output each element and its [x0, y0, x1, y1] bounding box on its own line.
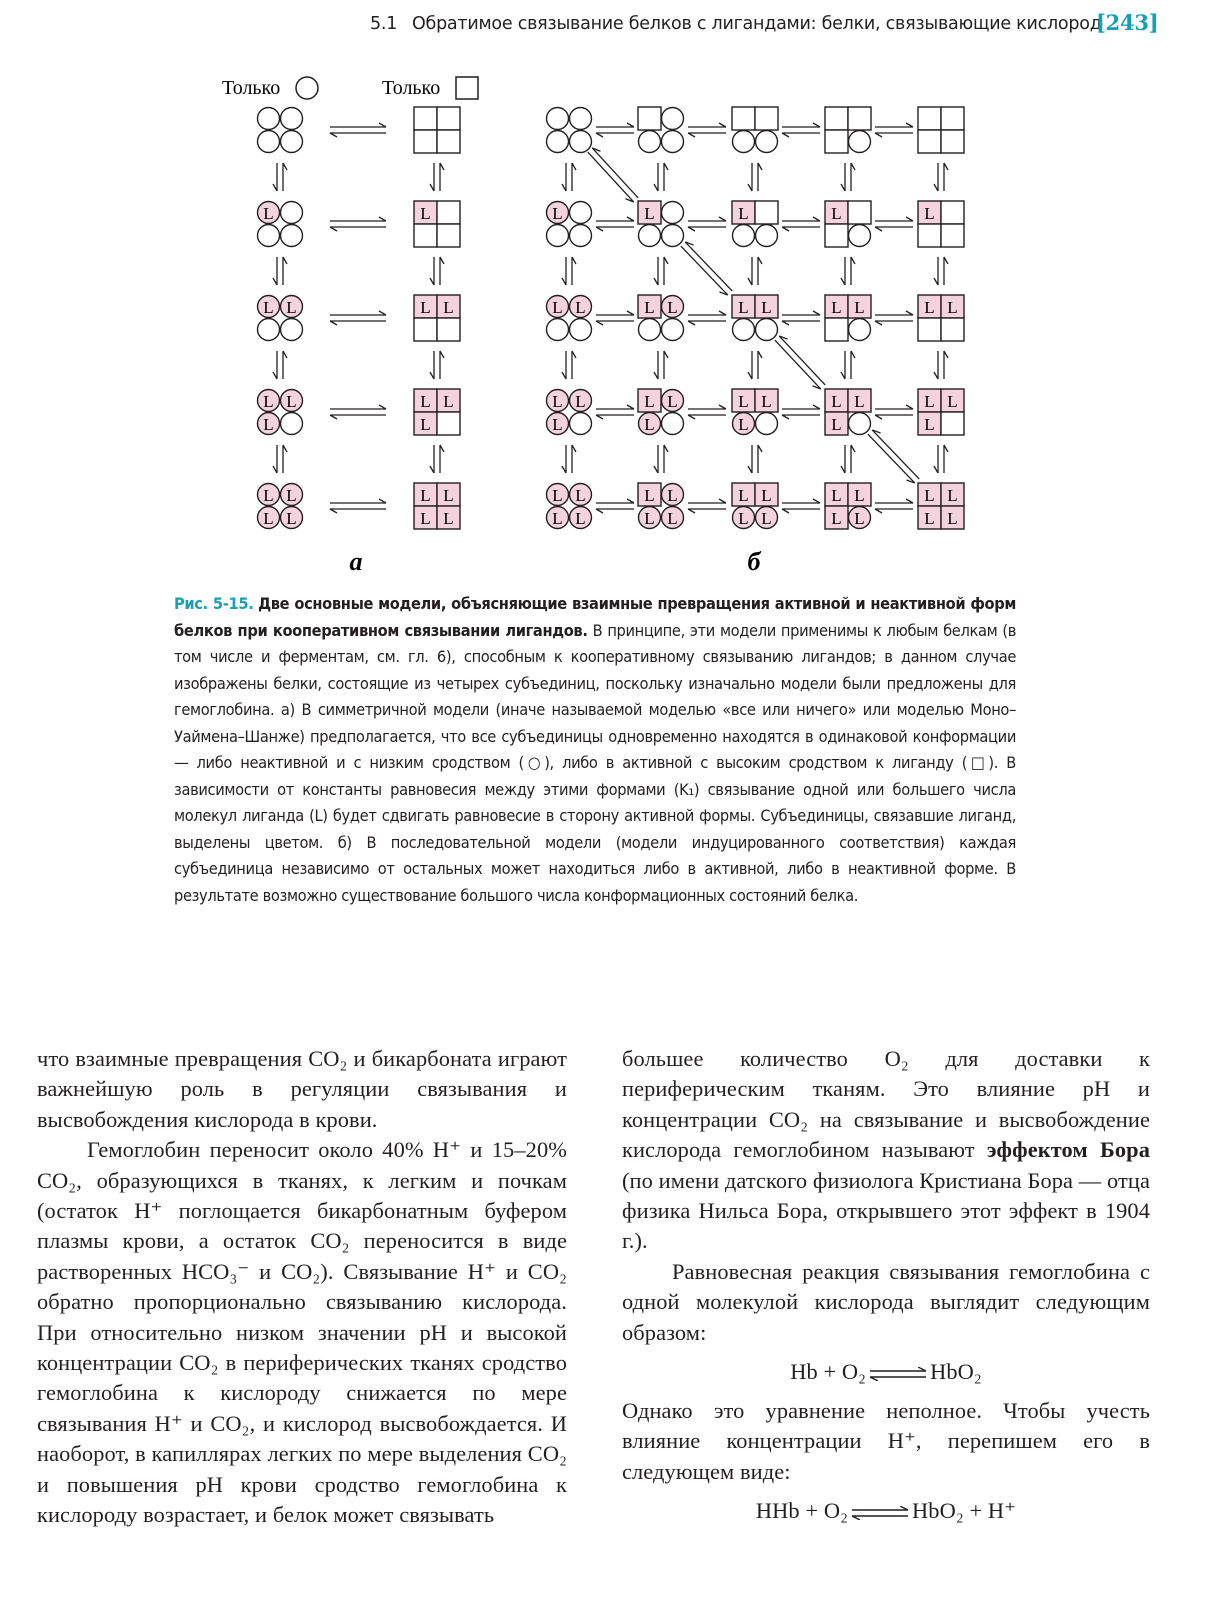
subunit-circle — [281, 225, 303, 247]
ligand-label: L — [667, 298, 678, 317]
equilibrium-arrow-icon — [330, 499, 386, 513]
protein-tetramer — [918, 389, 964, 435]
protein-tetramer — [258, 296, 303, 341]
protein-tetramer — [638, 389, 684, 435]
equilibrium-arrow-icon — [868, 430, 919, 483]
ligand-label: L — [552, 298, 563, 317]
subunit-square — [414, 107, 437, 130]
protein-tetramer — [918, 483, 964, 529]
subunit-square — [825, 107, 848, 130]
protein-tetramer — [732, 295, 778, 341]
subunit-circle — [258, 225, 280, 247]
protein-tetramer — [414, 295, 460, 341]
figure-5-15 — [0, 0, 1213, 580]
ligand-label: L — [924, 486, 935, 505]
ligand-label: L — [575, 509, 586, 528]
subunit-square — [941, 224, 964, 247]
subunit-circle — [662, 319, 684, 341]
ligand-label: L — [575, 298, 586, 317]
protein-tetramer — [258, 108, 303, 153]
equilibrium-arrow-icon — [330, 405, 386, 419]
ligand-label: L — [286, 298, 297, 317]
subunit-circle — [570, 413, 592, 435]
only-circle-label: Только — [222, 77, 281, 99]
equilibrium-arrow-icon — [782, 123, 820, 137]
paragraph: Однако это уравнение неполное. Чтобы учесть влияние концентрации H⁺, перепишем его в следующем виде: — [622, 1398, 1150, 1484]
panel-b-label: б — [747, 547, 761, 576]
subunit-circle — [281, 413, 303, 435]
caption-label: Рис. 5-15. — [174, 594, 254, 613]
ligand-label: L — [575, 486, 586, 505]
equilibrium-arrow-icon — [330, 123, 386, 137]
equilibrium-arrow-icon — [868, 1367, 928, 1381]
ligand-label: L — [854, 486, 865, 505]
equilibrium-arrow-icon — [330, 311, 386, 325]
equilibrium-arrow-icon — [588, 148, 638, 202]
subunit-square — [918, 224, 941, 247]
protein-tetramer — [414, 107, 460, 153]
equilibrium-arrow-icon — [596, 123, 634, 137]
equilibrium-arrow-icon — [273, 351, 287, 379]
section-title: Обратимое связывание белков с лигандами: белки, связывающие кислород — [412, 14, 1102, 34]
equilibrium-arrow-icon — [330, 217, 386, 231]
protein-tetramer — [825, 389, 871, 435]
equilibrium-arrow-icon — [562, 163, 576, 191]
subunit-circle — [570, 108, 592, 130]
ligand-label: L — [644, 298, 655, 317]
ligand-label: L — [738, 415, 749, 434]
ligand-label: L — [286, 486, 297, 505]
equilibrium-arrow-icon — [688, 123, 726, 137]
ligand-label: L — [443, 392, 454, 411]
subunit-circle — [547, 319, 569, 341]
equilibrium-arrow-icon — [841, 163, 855, 191]
equilibrium-arrow-icon — [748, 163, 762, 191]
equilibrium-arrow-icon — [782, 499, 820, 513]
ligand-label: L — [854, 392, 865, 411]
ligand-label: L — [854, 509, 865, 528]
protein-tetramer — [638, 295, 684, 341]
protein-tetramer — [547, 390, 592, 435]
equilibrium-arrow-icon — [934, 257, 948, 285]
equilibrium-arrow-icon — [841, 445, 855, 473]
subunit-circle — [570, 131, 592, 153]
protein-tetramer — [918, 107, 964, 153]
subunit-circle — [281, 319, 303, 341]
subunit-circle — [547, 225, 569, 247]
only-circle-icon — [296, 77, 318, 99]
subunit-square — [825, 318, 848, 341]
equilibrium-arrow-icon — [273, 445, 287, 473]
ligand-label: L — [738, 509, 749, 528]
equilibrium-arrow-icon — [688, 311, 726, 325]
ligand-label: L — [420, 509, 431, 528]
ligand-label: L — [761, 392, 772, 411]
equilibrium-arrow-icon — [934, 351, 948, 379]
subunit-circle — [258, 319, 280, 341]
equilibrium-arrow-icon — [430, 445, 444, 473]
subunit-square — [437, 224, 460, 247]
subunit-square — [848, 107, 871, 130]
ligand-label: L — [924, 509, 935, 528]
protein-tetramer — [547, 202, 592, 247]
protein-tetramer — [732, 107, 778, 153]
subunit-square — [941, 318, 964, 341]
ligand-label: L — [443, 486, 454, 505]
equilibrium-arrow-icon — [748, 445, 762, 473]
ligand-label: L — [575, 392, 586, 411]
equilibrium-arrow-icon — [562, 445, 576, 473]
ligand-label: L — [644, 392, 655, 411]
ligand-label: L — [947, 509, 958, 528]
ligand-label: L — [420, 298, 431, 317]
equilibrium-arrow-icon — [875, 311, 913, 325]
equation-hb-o2: Hb + O₂ HbO₂ — [790, 1359, 982, 1385]
ligand-label: L — [263, 415, 274, 434]
subunit-circle — [662, 413, 684, 435]
protein-tetramer — [638, 107, 684, 153]
body-column-left — [37, 1044, 567, 1531]
ligand-label: L — [667, 392, 678, 411]
subunit-circle — [756, 319, 778, 341]
equilibrium-arrow-icon — [748, 257, 762, 285]
subunit-circle — [849, 225, 871, 247]
equilibrium-arrow-icon — [688, 405, 726, 419]
subunit-circle — [570, 202, 592, 224]
subunit-square — [732, 107, 755, 130]
ligand-label: L — [924, 415, 935, 434]
ligand-label: L — [831, 415, 842, 434]
protein-tetramer — [918, 201, 964, 247]
subunit-circle — [570, 319, 592, 341]
ligand-label: L — [924, 298, 935, 317]
equilibrium-arrow-icon — [562, 351, 576, 379]
ligand-label: L — [552, 486, 563, 505]
ligand-label: L — [738, 204, 749, 223]
ligand-label: L — [667, 486, 678, 505]
ligand-label: L — [263, 204, 274, 223]
ligand-label: L — [831, 486, 842, 505]
panel-a-diagram — [258, 107, 461, 529]
subunit-circle — [662, 225, 684, 247]
equilibrium-arrow-icon — [934, 445, 948, 473]
subunit-square — [825, 130, 848, 153]
subunit-circle — [733, 131, 755, 153]
subunit-circle — [258, 108, 280, 130]
protein-tetramer — [638, 483, 684, 529]
bohr-effect-term: эффектом Бора — [986, 1137, 1151, 1163]
subunit-circle — [756, 131, 778, 153]
equilibrium-arrow-icon — [875, 123, 913, 137]
subunit-circle — [639, 319, 661, 341]
ligand-label: L — [552, 204, 563, 223]
ligand-label: L — [420, 415, 431, 434]
subunit-circle — [547, 131, 569, 153]
equilibrium-arrow-icon — [875, 499, 913, 513]
ligand-label: L — [286, 509, 297, 528]
subunit-circle — [547, 108, 569, 130]
equilibrium-arrow-icon — [596, 311, 634, 325]
ligand-label: L — [924, 392, 935, 411]
protein-tetramer — [258, 202, 303, 247]
subunit-square — [918, 107, 941, 130]
subunit-circle — [281, 108, 303, 130]
paragraph: большее количество O₂ для доставки к периферическим тканям. Это влияние pH и концентрации CO₂ на связывание и высвобождение кислорода гемоглобином называют эффектом Бора (по имени датского физиолога Кристиана Бора — отца физика Нильса Бора, открывшего этот эффект в 1904 г.). — [622, 1046, 1151, 1254]
subunit-square — [941, 130, 964, 153]
ligand-label: L — [420, 486, 431, 505]
ligand-label: L — [831, 509, 842, 528]
subunit-circle — [733, 225, 755, 247]
caption-text: В принципе, эти модели применимы к любым белкам (в том числе и ферментам, см. гл. 6), способным к кооперативному связыванию лигандов; в данном случае изображены белки, состоящие из четырех субъединиц, поскольку изначально модели были предложены для гемоглобина. а) В симметричной модели (иначе называемой моделью «все или ничего» или моделью Моно–Уаймена–Шанже) предполагается, что все субъединицы одновременно находятся в одинаковой конформации — либо неактивной и с низким сродством (○), либо в активной с высоким сродством к лиганду (□). В зависимости от константы равновесия между этими формами (K₁) связывание одной или большего числа молекул лиганда (L) будет сдвигать равновесие в сторону активной формы. Субъединицы, связавшие лиганд, выделены цветом. б) В последовательной модели (модели индуцированного соответствия) каждая субъединица независимо от остальных может находиться либо в активной, либо в неактивной форме. В результате возможно существование большого числа конформационных состояний белка. — [174, 620, 1016, 905]
ligand-label: L — [947, 392, 958, 411]
ligand-label: L — [420, 392, 431, 411]
ligand-label: L — [644, 415, 655, 434]
ligand-label: L — [947, 486, 958, 505]
subunit-square — [414, 318, 437, 341]
subunit-circle — [281, 131, 303, 153]
ligand-label: L — [644, 486, 655, 505]
paragraph: Гемоглобин переносит около 40% H⁺ и 15–20% CO₂, образующихся в тканях, к легким и почкам (остаток H⁺ поглощается бикарбонатным буфером плазмы крови, а остаток CO₂ переносится в виде растворенных HCO₃⁻ и CO₂). Связывание H⁺ и CO₂ обратно пропорционально связыванию кислорода. При относительно низком значении pH и высокой концентрации CO₂ в периферических тканях сродство гемоглобина к кислороду снижается по мере связывания H⁺ и CO₂, и кислород высвобождается. И наоборот, в капиллярах легких по мере выделения CO₂ и повышения pH крови сродство гемоглобина к кислороду возрастает, и белок может связывать — [37, 1137, 567, 1528]
panel-b-diagram — [547, 107, 965, 529]
protein-tetramer — [732, 201, 778, 247]
subunit-circle — [662, 202, 684, 224]
ligand-label: L — [831, 204, 842, 223]
equilibrium-arrow-icon — [596, 405, 634, 419]
equation-hhb-o2: HHb + O₂ HbO₂ + H⁺ — [755, 1498, 1017, 1524]
protein-tetramer — [732, 389, 778, 435]
subunit-square — [941, 107, 964, 130]
protein-tetramer — [547, 296, 592, 341]
ligand-label: L — [667, 509, 678, 528]
subunit-square — [638, 107, 661, 130]
equilibrium-arrow-icon — [562, 257, 576, 285]
ligand-label: L — [552, 392, 563, 411]
equilibrium-arrow-icon — [273, 257, 287, 285]
protein-tetramer — [414, 201, 460, 247]
equilibrium-arrow-icon — [688, 499, 726, 513]
equilibrium-arrow-icon — [782, 405, 820, 419]
protein-tetramer — [825, 201, 871, 247]
equilibrium-arrow-icon — [654, 257, 668, 285]
subunit-circle — [639, 131, 661, 153]
subunit-circle — [849, 131, 871, 153]
equilibrium-arrow-icon — [748, 351, 762, 379]
subunit-square — [941, 201, 964, 224]
equilibrium-arrow-icon — [654, 163, 668, 191]
subunit-circle — [570, 225, 592, 247]
subunit-circle — [756, 225, 778, 247]
subunit-circle — [281, 202, 303, 224]
ligand-label: L — [761, 509, 772, 528]
equilibrium-arrow-icon — [430, 351, 444, 379]
ligand-label: L — [947, 298, 958, 317]
body-column-right — [622, 1044, 1150, 1535]
ligand-label: L — [924, 204, 935, 223]
equilibrium-arrow-icon — [875, 405, 913, 419]
subunit-square — [437, 412, 460, 435]
subunit-circle — [639, 225, 661, 247]
ligand-label: L — [443, 509, 454, 528]
subunit-square — [755, 107, 778, 130]
equilibrium-arrow-icon — [934, 163, 948, 191]
subunit-square — [437, 201, 460, 224]
subunit-square — [437, 318, 460, 341]
protein-tetramer — [414, 483, 460, 529]
subunit-square — [918, 318, 941, 341]
ligand-label: L — [761, 298, 772, 317]
equilibrium-arrow-icon — [596, 499, 634, 513]
panel-a-label: а — [349, 547, 363, 576]
page-number: [243] — [1096, 10, 1159, 35]
equilibrium-arrow-icon — [841, 351, 855, 379]
subunit-circle — [258, 131, 280, 153]
paragraph: Равновесная реакция связывания гемоглобина с одной молекулой кислорода выглядит следующим образом: — [622, 1258, 1150, 1345]
subunit-circle — [756, 413, 778, 435]
paragraph: что взаимные превращения CO₂ и бикарбоната играют важнейшую роль в регуляции связывания и высвобождения кислорода в крови. — [37, 1046, 567, 1132]
protein-tetramer — [258, 390, 303, 435]
protein-tetramer — [547, 108, 592, 153]
subunit-square — [918, 130, 941, 153]
ligand-label: L — [420, 204, 431, 223]
protein-tetramer — [732, 483, 778, 529]
equilibrium-arrow-icon — [430, 163, 444, 191]
equilibrium-arrow-icon — [775, 336, 825, 389]
ligand-label: L — [263, 298, 274, 317]
ligand-label: L — [263, 509, 274, 528]
protein-tetramer — [918, 295, 964, 341]
subunit-square — [437, 107, 460, 130]
ligand-label: L — [443, 298, 454, 317]
equilibrium-arrow-icon — [596, 217, 634, 231]
ligand-label: L — [263, 486, 274, 505]
subunit-circle — [662, 131, 684, 153]
equilibrium-arrow-icon — [654, 445, 668, 473]
subunit-circle — [733, 319, 755, 341]
ligand-label: L — [738, 298, 749, 317]
subunit-square — [414, 130, 437, 153]
equilibrium-arrow-icon — [681, 242, 732, 295]
equilibrium-arrow-icon — [782, 217, 820, 231]
subunit-square — [755, 201, 778, 224]
ligand-label: L — [738, 486, 749, 505]
figure-caption — [174, 591, 1016, 909]
ligand-label: L — [286, 392, 297, 411]
equilibrium-arrow-icon — [850, 1506, 910, 1520]
protein-tetramer — [825, 295, 871, 341]
protein-tetramer — [414, 389, 460, 435]
ligand-label: L — [552, 509, 563, 528]
subunit-circle — [849, 319, 871, 341]
protein-tetramer — [258, 484, 303, 529]
ligand-label: L — [831, 298, 842, 317]
ligand-label: L — [761, 486, 772, 505]
protein-tetramer — [638, 201, 684, 247]
caption-title: Две основные модели, объясняющие взаимные превращения активной и неактивной форм белков при кооперативном связывании лигандов. — [174, 594, 1016, 640]
ligand-label: L — [831, 392, 842, 411]
only-square-label: Только — [382, 77, 441, 99]
equilibrium-arrow-icon — [273, 163, 287, 191]
section-number: 5.1 — [370, 14, 398, 34]
subunit-square — [437, 130, 460, 153]
protein-tetramer — [825, 483, 871, 529]
ligand-label: L — [263, 392, 274, 411]
ligand-label: L — [738, 392, 749, 411]
only-square-icon — [456, 77, 478, 99]
ligand-label: L — [854, 298, 865, 317]
equilibrium-arrow-icon — [841, 257, 855, 285]
subunit-circle — [849, 413, 871, 435]
subunit-square — [848, 201, 871, 224]
subunit-square — [825, 224, 848, 247]
protein-tetramer — [825, 107, 871, 153]
equilibrium-arrow-icon — [654, 351, 668, 379]
protein-tetramer — [547, 484, 592, 529]
equilibrium-arrow-icon — [875, 217, 913, 231]
subunit-square — [414, 224, 437, 247]
equilibrium-arrow-icon — [430, 257, 444, 285]
subunit-circle — [662, 108, 684, 130]
ligand-label: L — [552, 415, 563, 434]
ligand-label: L — [644, 204, 655, 223]
ligand-label: L — [644, 509, 655, 528]
equilibrium-arrow-icon — [782, 311, 820, 325]
equilibrium-arrow-icon — [688, 217, 726, 231]
subunit-square — [941, 412, 964, 435]
